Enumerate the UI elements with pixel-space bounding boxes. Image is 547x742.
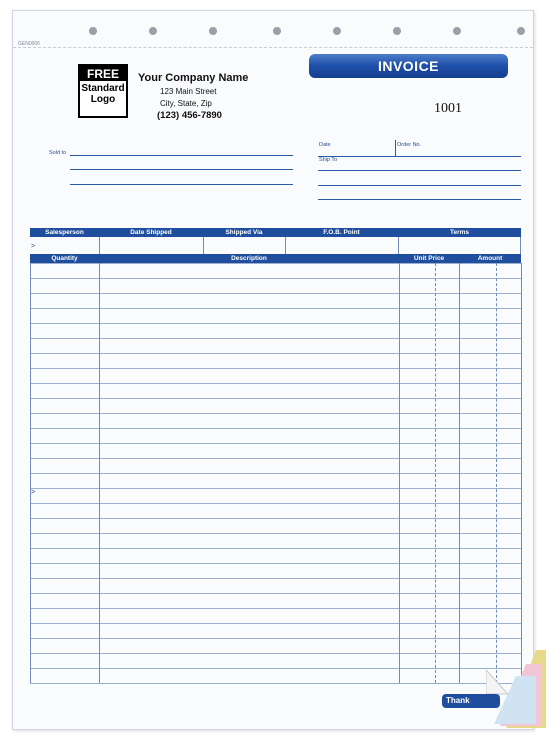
- item-row-line[interactable]: [30, 368, 521, 369]
- item-row-line[interactable]: [30, 428, 521, 429]
- terms-header: Terms: [449, 229, 470, 236]
- column-divider: [30, 263, 31, 683]
- punch-hole: [273, 27, 281, 35]
- fob-point-header: F.O.B. Point: [323, 229, 360, 236]
- item-row-line[interactable]: [30, 353, 521, 354]
- salesperson-header: Salesperson: [45, 229, 84, 236]
- ship-to-label: Ship To: [319, 157, 338, 163]
- company-phone: (123) 456-7890: [157, 110, 222, 121]
- item-row-line[interactable]: [30, 593, 521, 594]
- invoice-sheet: [12, 10, 534, 730]
- company-street: 123 Main Street: [160, 87, 217, 96]
- item-row-line[interactable]: [30, 488, 521, 489]
- line-items-header: [30, 254, 521, 263]
- company-name: Your Company Name: [138, 72, 249, 84]
- punch-hole: [517, 27, 525, 35]
- date-order-line[interactable]: [318, 156, 521, 157]
- punch-hole: [209, 27, 217, 35]
- info-edge: [520, 237, 521, 254]
- item-row-line[interactable]: [30, 278, 521, 279]
- perforation-line: [13, 47, 533, 48]
- item-row-line[interactable]: [30, 653, 521, 654]
- punch-hole: [453, 27, 461, 35]
- invoice-number: 1001: [434, 101, 462, 116]
- item-row-line[interactable]: [30, 503, 521, 504]
- item-row-line[interactable]: [30, 383, 521, 384]
- item-row-line[interactable]: [30, 323, 521, 324]
- description-header: Description: [231, 255, 267, 262]
- item-row-line[interactable]: [30, 398, 521, 399]
- logo-line2: Logo: [90, 94, 116, 105]
- blue-copy: [494, 676, 536, 724]
- punch-hole: [393, 27, 401, 35]
- item-row-line[interactable]: [30, 548, 521, 549]
- item-row-line[interactable]: [30, 533, 521, 534]
- invoice-title-banner: INVOICE: [309, 54, 508, 78]
- item-row-line[interactable]: [30, 683, 521, 684]
- logo-line1: Standard: [81, 83, 125, 94]
- arrow-mark: >: [31, 489, 36, 496]
- cents-divider: [496, 263, 497, 683]
- item-row-line[interactable]: [30, 668, 521, 669]
- column-divider: [399, 263, 400, 683]
- info-divider: [398, 237, 399, 254]
- ship-to-line-3[interactable]: [318, 199, 521, 200]
- column-divider: [99, 263, 100, 683]
- ship-to-line-2[interactable]: [318, 185, 521, 186]
- item-row-line[interactable]: [30, 473, 521, 474]
- thank-you-banner: Thank: [442, 694, 500, 708]
- company-city: City, State, Zip: [160, 99, 212, 108]
- quantity-header: Quantity: [51, 255, 78, 262]
- item-row-line[interactable]: [30, 518, 521, 519]
- item-row-line[interactable]: [30, 458, 521, 459]
- item-row-line[interactable]: [30, 413, 521, 414]
- ship-to-line-1[interactable]: [318, 170, 521, 171]
- punch-hole: [149, 27, 157, 35]
- item-row-line[interactable]: [30, 608, 521, 609]
- item-row-line[interactable]: [30, 623, 521, 624]
- column-divider: [521, 263, 522, 683]
- punch-hole: [333, 27, 341, 35]
- item-row-line[interactable]: [30, 293, 521, 294]
- shipped-via-header: Shipped Via: [225, 229, 263, 236]
- sold-to-line-2[interactable]: [70, 169, 293, 170]
- item-row-line[interactable]: [30, 338, 521, 339]
- carbon-copies-corner: [486, 650, 546, 730]
- item-row-line[interactable]: [30, 443, 521, 444]
- info-divider: [99, 237, 100, 254]
- info-divider: [285, 237, 286, 254]
- item-row-line[interactable]: [30, 263, 521, 264]
- shipping-info-header: [30, 228, 521, 237]
- item-row-line[interactable]: [30, 638, 521, 639]
- unit-price-header: Unit Price: [413, 255, 445, 262]
- order-no-label: Order No.: [397, 142, 422, 148]
- company-address: [160, 86, 216, 110]
- item-row-line[interactable]: [30, 563, 521, 564]
- date-order-divider: [395, 140, 396, 156]
- company-logo: [78, 64, 128, 118]
- page-curl: [486, 670, 508, 694]
- sold-to-line-1[interactable]: [70, 155, 293, 156]
- amount-header: Amount: [477, 255, 503, 262]
- arrow-mark: >: [31, 243, 36, 250]
- item-row-line[interactable]: [30, 308, 521, 309]
- logo-free-text: FREE: [80, 66, 126, 81]
- date-label: Date: [319, 142, 331, 148]
- sold-to-label: Sold to: [49, 150, 67, 156]
- sold-to-line-3[interactable]: [70, 184, 293, 185]
- info-divider: [203, 237, 204, 254]
- punch-hole: [89, 27, 97, 35]
- item-row-line[interactable]: [30, 578, 521, 579]
- column-divider: [459, 263, 460, 683]
- cents-divider: [435, 263, 436, 683]
- form-code: GEN0006: [18, 41, 40, 47]
- date-shipped-header: Date Shipped: [130, 229, 172, 236]
